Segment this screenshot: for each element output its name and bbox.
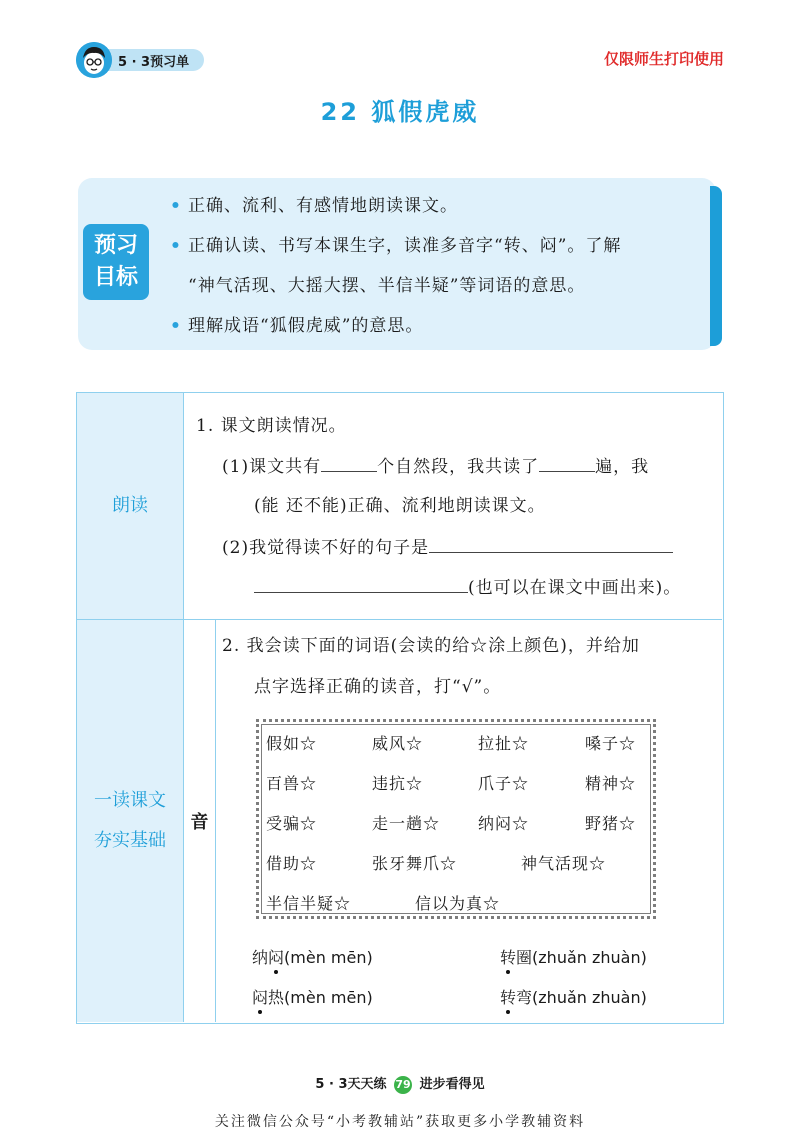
word-item[interactable]: 假如☆ [266, 734, 318, 753]
word-item[interactable]: 百兽☆ [266, 774, 318, 793]
goals-tag-line1: 预习 [93, 233, 138, 258]
page-title: 22 狐假虎威 [320, 98, 480, 126]
word-item[interactable]: 精神☆ [585, 774, 637, 793]
word-item[interactable]: 走一趟☆ [372, 814, 441, 833]
sub-label-sound: 音 [184, 620, 216, 1022]
read-times-blank[interactable] [539, 454, 595, 472]
section-label-basic-line2: 夯实基础 [94, 830, 166, 851]
footer-left: 5 · 3天天练 [315, 1077, 387, 1092]
print-note: 仅限师生打印使用 [603, 50, 724, 68]
word-item[interactable]: 张牙舞爪☆ [372, 854, 458, 873]
word-item[interactable]: 神气活现☆ [521, 854, 607, 873]
preview-goals-panel [78, 178, 716, 350]
word-item[interactable]: 受骗☆ [266, 814, 318, 833]
section-label-reading: 朗读 [77, 393, 184, 619]
word-item[interactable]: 嗓子☆ [585, 734, 637, 753]
pinyin-options: (mèn mēn) [284, 988, 373, 1007]
exercise-table [76, 392, 724, 1024]
pinyin-options: (zhuǎn zhuàn) [532, 988, 647, 1007]
difficult-sentence-blank-2[interactable] [254, 575, 468, 593]
avatar-icon [76, 42, 112, 78]
goal-item: • 理解成语“狐假虎威”的意思。 [170, 306, 716, 346]
page-number: 79 [394, 1076, 412, 1094]
goals-tag [83, 224, 149, 300]
goal-item-continued: “神气活现、大摇大摆、半信半疑”等词语的意思。 [188, 276, 586, 296]
q2-line1: 2. 我会读下面的词语(会读的给☆涂上颜色)，并给加 [222, 636, 640, 656]
page-footer [0, 1073, 800, 1094]
series-badge [76, 42, 204, 76]
word-item[interactable]: 借助☆ [266, 854, 318, 873]
word-item[interactable]: 威风☆ [372, 734, 424, 753]
section-label-basic-line1: 一读课文 [94, 790, 166, 811]
paragraph-count-blank[interactable] [321, 454, 377, 472]
footer-right: 进步看得见 [419, 1077, 485, 1092]
watermark-text: 关注微信公众号“小考教辅站”获取更多小学教辅资料 [214, 1114, 586, 1130]
goals-tag-line2: 目标 [93, 265, 138, 290]
word-item[interactable]: 半信半疑☆ [266, 894, 352, 913]
pinyin-choice[interactable]: 转弯(zhuǎn zhuàn) [500, 985, 647, 1008]
pinyin-choice[interactable]: 纳闷(mèn mēn) [252, 945, 373, 968]
word-item[interactable]: 爪子☆ [478, 774, 530, 793]
goals-list [170, 186, 716, 346]
pinyin-choice[interactable]: 转圈(zhuǎn zhuàn) [500, 945, 647, 968]
q1-part2-line2: (也可以在课文中画出来)。 [254, 575, 681, 600]
q1-part1-line1: (1)课文共有 个自然段，我共读了 遍，我 [222, 454, 649, 479]
difficult-sentence-blank[interactable] [429, 535, 673, 553]
q2-line2: 点字选择正确的读音，打“√”。 [254, 677, 502, 697]
dotted-char: 闷 [268, 945, 284, 968]
pinyin-choice[interactable]: 闷热(mèn mēn) [252, 985, 373, 1008]
word-item[interactable]: 野猪☆ [585, 814, 637, 833]
word-item[interactable]: 纳闷☆ [478, 814, 530, 833]
series-label: 5 · 3预习单 [118, 55, 190, 70]
q1-title: 1. 课文朗读情况。 [196, 416, 347, 436]
dotted-char: 转 [500, 985, 516, 1008]
dotted-char: 转 [500, 945, 516, 968]
goal-item: • 正确认读、书写本课生字，读准多音字“转、闷”。了解 [170, 226, 716, 266]
pinyin-options: (zhuǎn zhuàn) [532, 948, 647, 967]
word-item[interactable]: 拉扯☆ [478, 734, 530, 753]
goal-item: • 正确、流利、有感情地朗读课文。 [170, 186, 716, 226]
pinyin-options: (mèn mēn) [284, 948, 373, 967]
word-item[interactable]: 违抗☆ [372, 774, 424, 793]
section-label-basic [77, 620, 184, 1022]
word-item[interactable]: 信以为真☆ [415, 894, 501, 913]
dotted-char: 闷 [252, 985, 268, 1008]
q1-part2-line1: (2)我觉得读不好的句子是 [222, 535, 673, 560]
q1-part1-line2: (能 还不能)正确、流利地朗读课文。 [254, 496, 546, 516]
